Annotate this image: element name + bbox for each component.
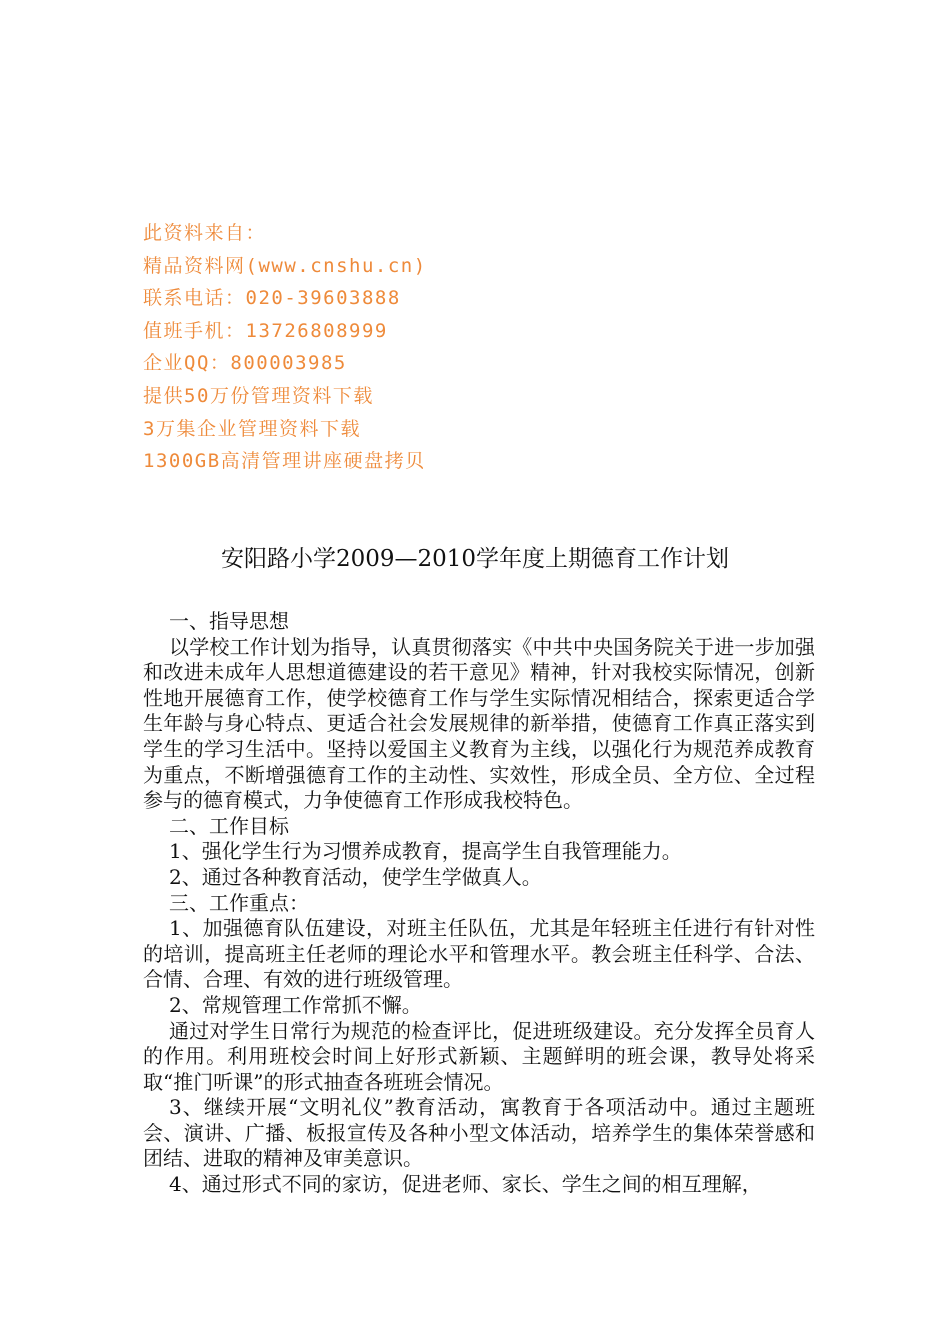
source-line-intro: 此资料来自： — [143, 222, 267, 244]
source-line-mobile: 值班手机：13726808999 — [143, 319, 388, 342]
source-line-website: 精品资料网(www.cnshu.cn) — [143, 254, 427, 277]
focus-item-3: 3、继续开展“文明礼仪”教育活动，寓教育于各项活动中。通过主题班会、演讲、广播、板报宣传及各种小型文体活动，培养学生的集体荣誉感和团结、进取的精神及审美意识。 — [143, 1095, 815, 1171]
goal-item-2: 2、通过各种教育活动，使学生学做真人。 — [169, 864, 542, 889]
section-heading-work-goals: 二、工作目标 — [169, 813, 289, 838]
document-title: 安阳路小学2009—2010学年度上期德育工作计划 — [220, 546, 730, 572]
source-line-offer-2: 3万集企业管理资料下载 — [143, 417, 361, 440]
source-line-qq: 企业QQ：800003985 — [143, 352, 347, 375]
focus-item-2: 2、常规管理工作常抓不懈。 — [169, 992, 422, 1017]
focus-item-4: 4、通过形式不同的家访，促进老师、家长、学生之间的相互理解， — [169, 1172, 762, 1197]
focus-item-2-detail: 通过对学生日常行为规范的检查评比，促进班级建设。充分发挥全员育人的作用。利用班校会时间上好形式新颖、主题鲜明的班会课，教导处将采取“推门听课”的形式抽查各班班会情况。 — [143, 1018, 815, 1094]
source-info-block — [143, 217, 643, 478]
section-heading-guiding-thought: 一、指导思想 — [169, 609, 289, 633]
section-heading-work-focus: 三、工作重点： — [169, 890, 309, 915]
source-line-offer-1: 提供50万份管理资料下载 — [143, 384, 374, 407]
goal-item-1: 1、强化学生行为习惯养成教育，提高学生自我管理能力。 — [169, 839, 682, 864]
document-body — [143, 609, 815, 1198]
focus-item-1: 1、加强德育队伍建设，对班主任队伍，尤其是年轻班主任进行有针对性的培训，提高班主任老师的理论水平和管理水平。教会班主任科学、合法、合情、合理、有效的进行班级管理。 — [143, 916, 815, 992]
paragraph-guiding-thought: 以学校工作计划为指导，认真贯彻落实《中共中央国务院关于进一步加强和改进未成年人思想道德建设的若干意见》精神，针对我校实际情况，创新性地开展德育工作，使学校德育工作与学生实际情况相结合，探索更适合学生年龄与身心特点、更适合社会发展规律的新举措，使德育工作真正落实到学生的学习生活中。坚持以爱国主义教育为主线，以强化行为规范养成教育为重点，不断增强德育工作的主动性、实效性，形成全员、全方位、全过程参与的德育模式，力争使德育工作形成我校特色。 — [143, 634, 815, 813]
source-line-phone: 联系电话：020-39603888 — [143, 287, 401, 310]
source-line-offer-3: 1300GB高清管理讲座硬盘拷贝 — [143, 450, 426, 473]
